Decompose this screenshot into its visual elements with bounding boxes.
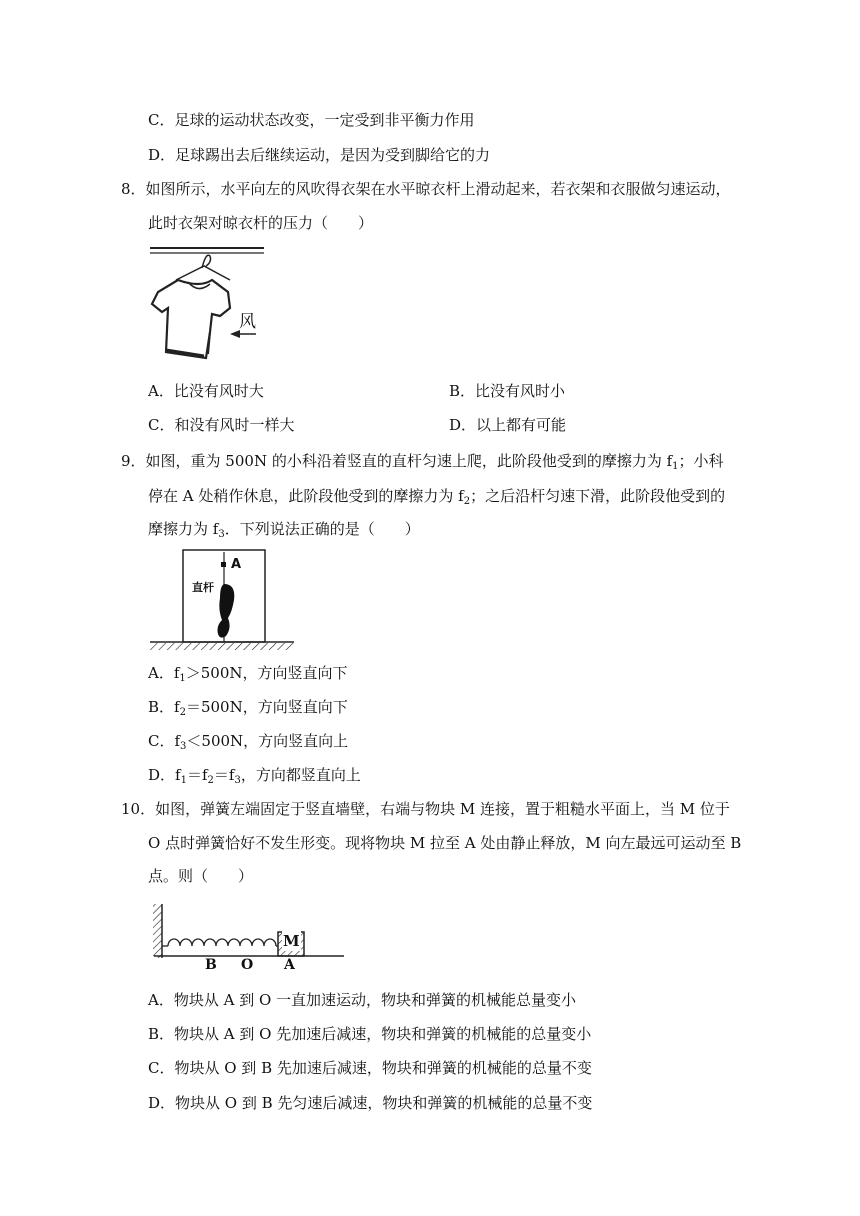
q10-figure-point-o: O <box>241 957 254 973</box>
q9-stem-line2 <box>148 486 725 512</box>
q8-stem-line2: 此时衣架对晾衣杆的压力（ ） <box>148 214 374 232</box>
q10-figure-point-b: B <box>205 957 217 973</box>
q9-option-d-prefix: D．f <box>148 766 181 784</box>
q9-option-d-sub2: 2 <box>207 775 214 786</box>
q9-option-b-text: ＝500N，方向竖直向下 <box>185 698 348 716</box>
q9-option-d-text: ，方向都竖直向上 <box>240 766 361 784</box>
q9-option-c-prefix: C．f <box>148 732 181 750</box>
q10-option-a: A．物块从 A 到 O 一直加速运动，物块和弹簧的机械能总量变小 <box>148 991 577 1009</box>
q9-stem-line3-a: 摩擦力为 f <box>148 520 219 538</box>
q9-option-d-sub3: 3 <box>234 775 241 786</box>
q9-option-b <box>148 697 348 723</box>
q9-sub-3: 3 <box>218 529 225 540</box>
q9-option-a <box>148 663 348 689</box>
q9-stem-line1 <box>121 451 724 477</box>
q8-option-c: C．和没有风时一样大 <box>148 416 295 434</box>
q8-figure-wind-label: 风 <box>239 312 256 332</box>
q9-option-d-eq1: ＝f <box>186 766 208 784</box>
q9-sub-2: 2 <box>463 496 471 507</box>
q9-figure-point-a-label: A <box>231 557 242 572</box>
q10-figure-block-label: M <box>283 932 300 950</box>
q9-figure-climbing-rod <box>150 548 296 652</box>
q10-figure-point-a: A <box>284 957 295 973</box>
q7-option-d: D．足球踢出去后继续运动，是因为受到脚给它的力 <box>148 146 491 164</box>
q9-stem-line2-b: ；之后沿杆匀速下滑，此阶段他受到的 <box>470 487 726 505</box>
q9-option-d <box>148 765 361 791</box>
q8-option-d: D．以上都有可能 <box>449 416 567 434</box>
q10-option-d: D．物块从 O 到 B 先匀速后减速，物块和弹簧的机械能的总量不变 <box>148 1094 593 1112</box>
q9-stem-line2-a: 停在 A 处稍作休息，此阶段他受到的摩擦力为 f <box>148 487 464 505</box>
q8-option-a: A．比没有风时大 <box>148 382 264 400</box>
q9-stem-line1-b: ；小科 <box>678 452 724 470</box>
q10-option-c: C．物块从 O 到 B 先加速后减速，物块和弹簧的机械能的总量不变 <box>148 1059 592 1077</box>
q9-option-d-eq2: ＝f <box>213 766 235 784</box>
q8-stem-line1: 8．如图所示，水平向左的风吹得衣架在水平晾衣杆上滑动起来，若衣架和衣服做匀速运动， <box>121 180 731 198</box>
q10-option-b: B．物块从 A 到 O 先加速后减速，物块和弹簧的机械能的总量变小 <box>148 1025 592 1043</box>
q8-figure-shirt-on-rack <box>148 244 270 364</box>
q9-stem-line3 <box>148 519 420 545</box>
q9-option-b-prefix: B．f <box>148 698 180 716</box>
q9-figure-rod-label: 直杆 <box>192 581 214 594</box>
q9-option-a-text: ＞500N，方向竖直向下 <box>185 664 348 682</box>
q9-option-c-text: ＜500N，方向竖直向上 <box>186 732 349 750</box>
q9-option-a-sub: 1 <box>179 673 186 684</box>
q9-sub-1: 1 <box>672 461 679 472</box>
q9-option-d-sub1: 1 <box>180 775 187 786</box>
q9-stem-line1-a: 9．如图，重为 500N 的小科沿着竖直的直杆匀速上爬，此阶段他受到的摩擦力为 f <box>121 452 673 470</box>
q9-option-c-sub: 3 <box>180 741 187 752</box>
q9-option-b-sub: 2 <box>179 707 186 718</box>
q8-option-b: B．比没有风时小 <box>449 382 566 400</box>
q9-option-a-prefix: A．f <box>148 664 180 682</box>
q9-stem-line3-b: ．下列说法正确的是（ ） <box>224 520 420 538</box>
q10-stem-line2: O 点时弹簧恰好不发生形变。现将物块 M 拉至 A 处由静止释放，M 向左最远可运动至 B <box>148 834 742 852</box>
q10-stem-line3: 点。则（ ） <box>148 867 254 885</box>
q9-option-c <box>148 731 348 757</box>
q7-option-c: C．足球的运动状态改变，一定受到非平衡力作用 <box>148 111 475 129</box>
q10-stem-line1: 10．如图，弹簧左端固定于竖直墙壁，右端与物块 M 连接，置于粗糙水平面上，当 M 位于 <box>121 800 730 818</box>
